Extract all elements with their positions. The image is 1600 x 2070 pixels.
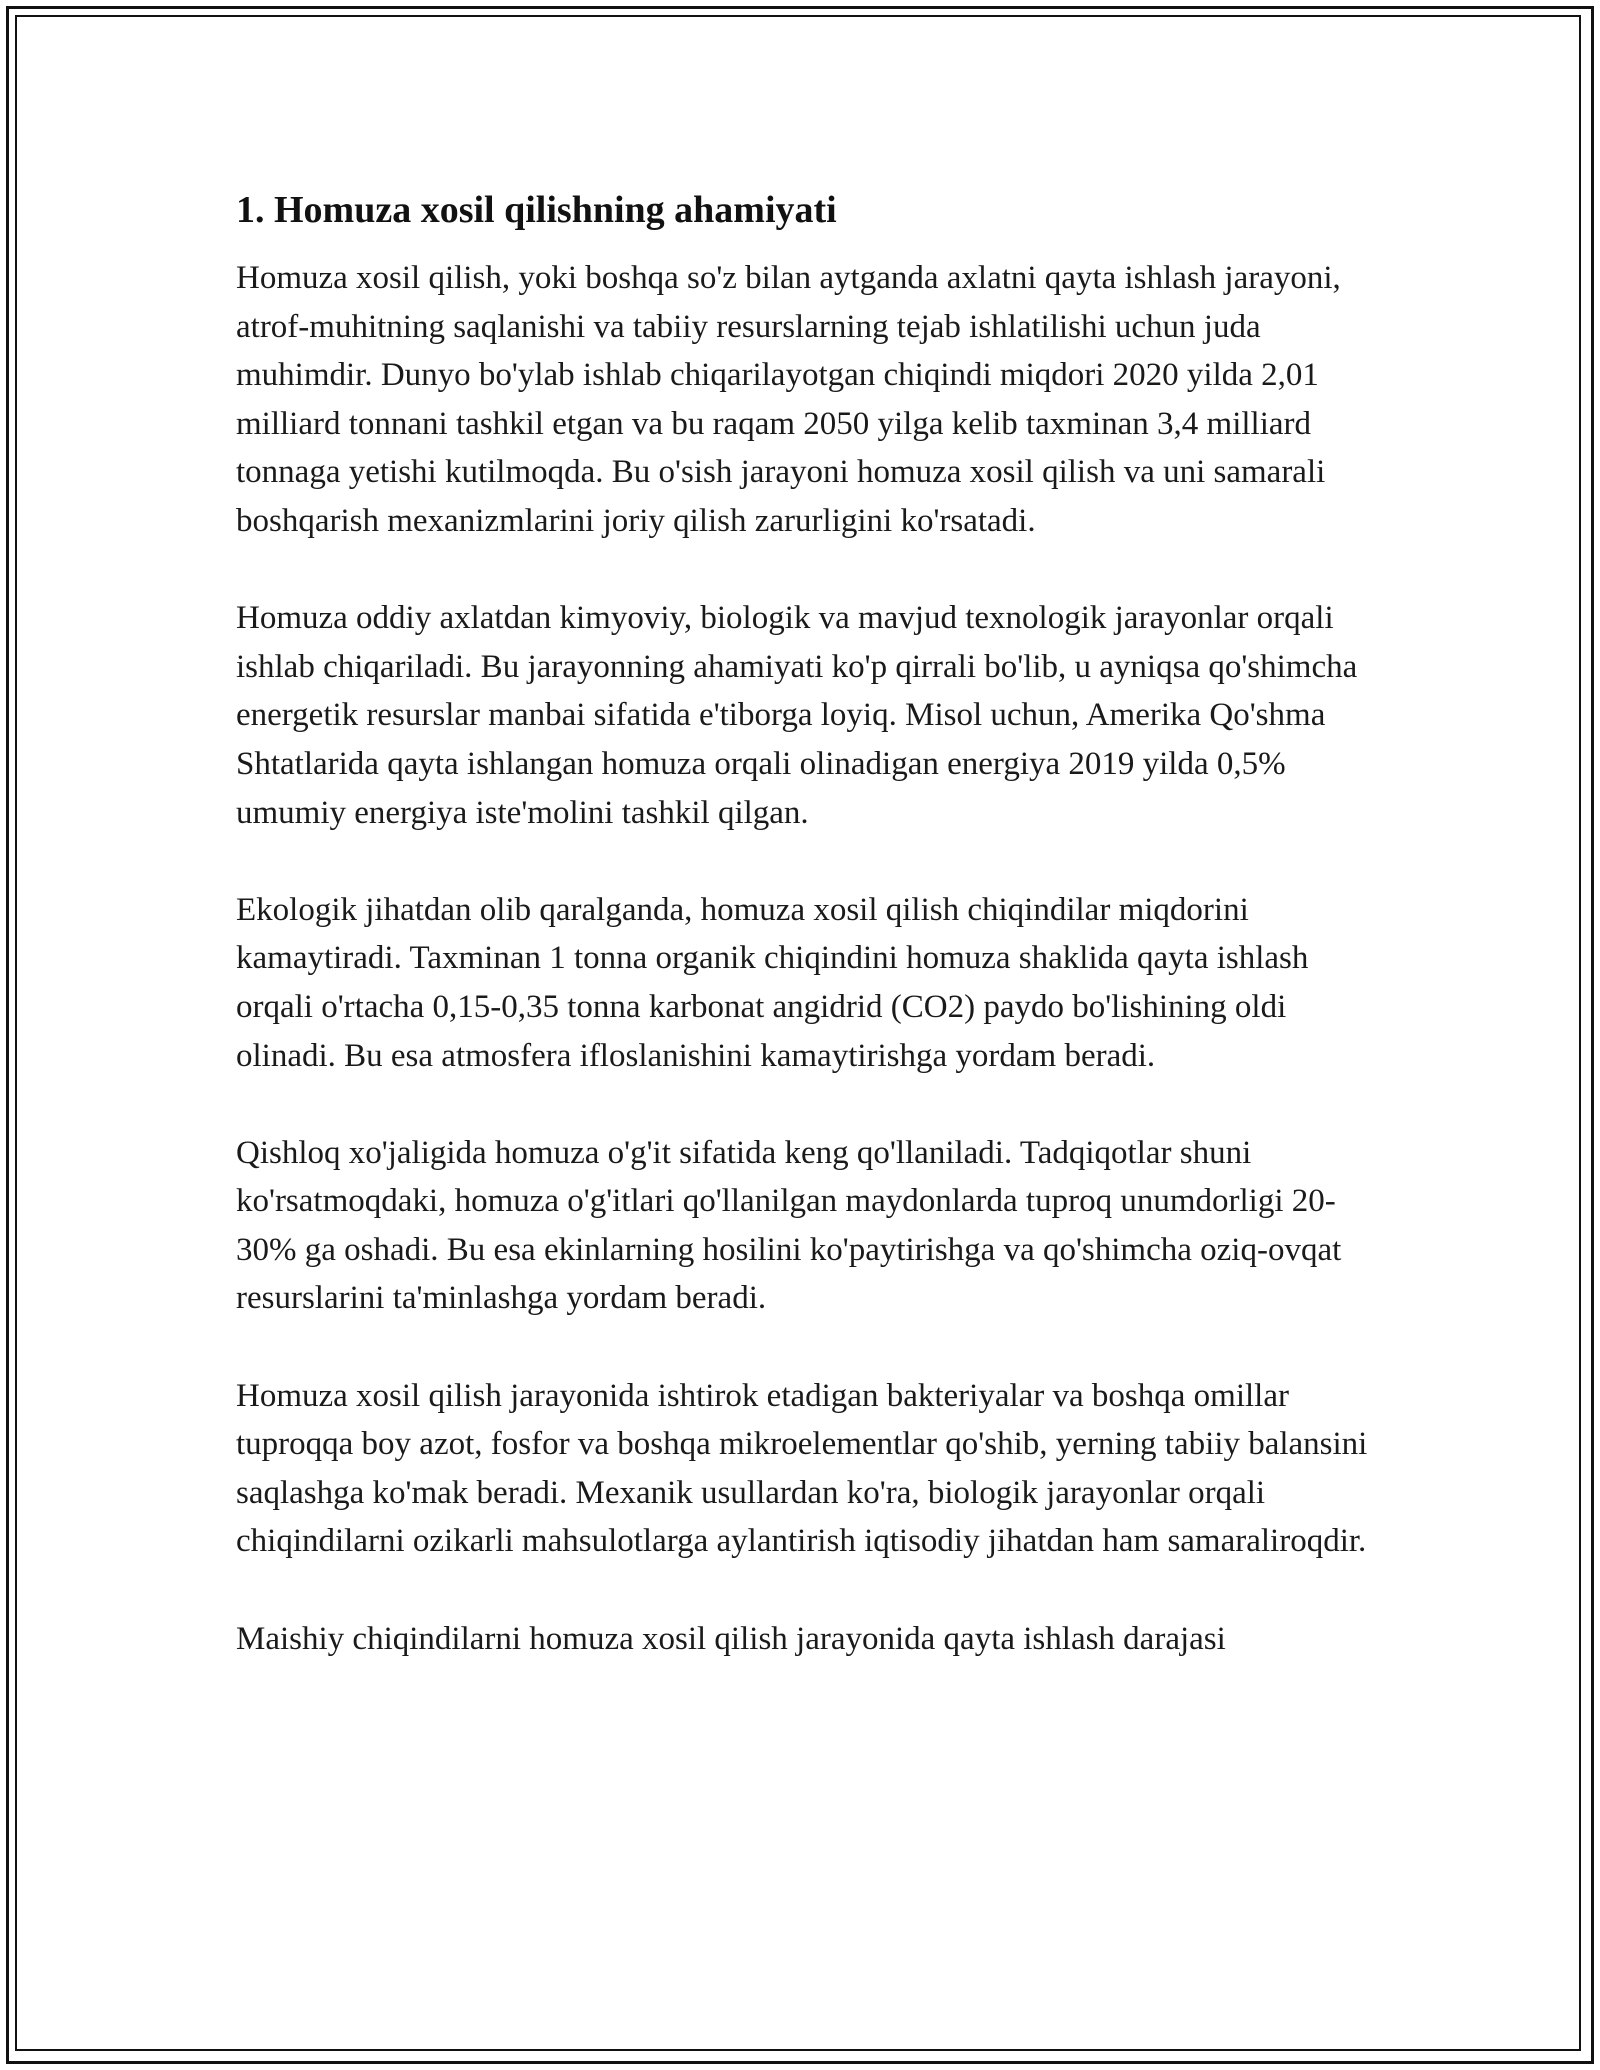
paragraph-4: Qishloq xo'jaligida homuza o'g'it sifatida keng qo'llaniladi. Tadqiqotlar shuni ko'rsatmoqdaki, homuza o'g'itlari qo'llanilgan maydonlarda tuproq unumdorligi 20-30% ga oshadi. Bu esa ekinlarning hosilini ko'paytirishga va qo'shimcha oziq-ovqat resurslarini ta'minlashga yordam beradi. (236, 1134, 1342, 1317)
paragraph-1: Homuza xosil qilish, yoki boshqa so'z bilan aytganda axlatni qayta ishlash jarayoni, atrof-muhitning saqlanishi va tabiiy resurslarning tejab ishlatilishi uchun juda muhimdir. Dunyo bo'ylab ishlab chiqarilayotgan chiqindi miqdori 2020 yilda 2,01 milliard tonnani tashkil etgan va bu raqam 2050 yilga kelib taxminan 3,4 milliard tonnaga yetishi kutilmoqda. Bu o'sish jarayoni homuza xosil qilish va uni samarali boshqarish mexanizmlarini joriy qilish zarurligini ko'rsatadi. (236, 260, 1341, 539)
section-heading: 1. Homuza xosil qilishning ahamiyati (236, 189, 837, 231)
document-body (236, 186, 1376, 1712)
paragraph-2: Homuza oddiy axlatdan kimyoviy, biologik va mavjud texnologik jarayonlar orqali ishlab chiqariladi. Bu jarayonning ahamiyati ko'p qirrali bo'lib, u ayniqsa qo'shimcha energetik resurslar manbai sifatida e'tiborga loyiq. Misol uchun, Amerika Qo'shma Shtatlarida qayta ishlangan homuza orqali olinadigan energiya 2019 yilda 0,5% umumiy energiya iste'molini tashkil qilgan. (236, 600, 1358, 831)
paragraph-6: Maishiy chiqindilarni homuza xosil qilish jarayonida qayta ishlash darajasi (236, 1620, 1226, 1657)
paragraph-5: Homuza xosil qilish jarayonida ishtirok etadigan bakteriyalar va boshqa omillar tuproqqa boy azot, fosfor va boshqa mikroelementlar qo'shib, yerning tabiiy balansini saqlashga ko'mak beradi. Mexanik usullardan ko'ra, biologik jarayonlar orqali chiqindilarni ozikarli mahsulotlarga aylantirish iqtisodiy jihatdan ham samaraliroqdir. (236, 1377, 1368, 1560)
paragraph-3: Ekologik jihatdan olib qaralganda, homuza xosil qilish chiqindilar miqdorini kamaytiradi. Taxminan 1 tonna organik chiqindini homuza shaklida qayta ishlash orqali o'rtacha 0,15-0,35 tonna karbonat angidrid (CO2) paydo bo'lishining oldi olinadi. Bu esa atmosfera ifloslanishini kamaytirishga yordam beradi. (236, 891, 1309, 1074)
